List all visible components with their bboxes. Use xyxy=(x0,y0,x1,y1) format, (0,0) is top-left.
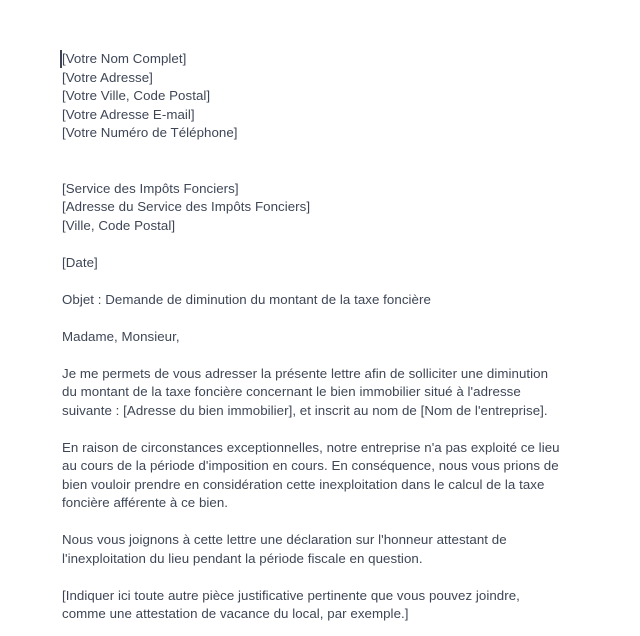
body-paragraph-1[interactable] xyxy=(62,365,580,421)
body-line[interactable]: au cours de la période d'imposition en cours. En conséquence, nous vous prions de xyxy=(62,458,559,473)
document-page[interactable] xyxy=(62,50,580,624)
body-line[interactable]: [Indiquer ici toute autre pièce justificative pertinente que vous pouvez joindre, xyxy=(62,587,520,603)
body-line[interactable]: En raison de circonstances exceptionnelles, notre entreprise n'a pas exploité ce lieu xyxy=(62,439,560,455)
recipient-line[interactable]: [Ville, Code Postal] xyxy=(62,217,176,233)
body-paragraph-3[interactable] xyxy=(62,531,580,568)
body-paragraph-2[interactable] xyxy=(62,439,580,513)
body-line[interactable]: comme une attestation de vacance du local, par exemple.] xyxy=(62,606,409,621)
sender-line[interactable]: [Votre Nom Complet] xyxy=(62,51,187,66)
body-line[interactable]: Je me permets de vous adresser la présente lettre afin de solliciter une diminution xyxy=(62,365,549,381)
recipient-line[interactable]: [Adresse du Service des Impôts Fonciers] xyxy=(62,199,311,214)
sender-line[interactable]: [Votre Adresse] xyxy=(62,69,153,85)
recipient-line[interactable]: [Service des Impôts Fonciers] xyxy=(62,180,239,196)
body-line[interactable]: du montant de la taxe foncière concernant le bien immobilier situé à l'adresse xyxy=(62,384,521,399)
sender-address-block[interactable] xyxy=(62,50,580,143)
body-line[interactable]: l'inexploitation du lieu pendant la période fiscale en question. xyxy=(62,550,423,566)
subject-line[interactable]: Objet : Demande de diminution du montant de la taxe foncière xyxy=(62,291,431,307)
date-line[interactable]: [Date] xyxy=(62,254,98,270)
sender-line[interactable]: [Votre Numéro de Téléphone] xyxy=(62,125,238,140)
sender-line[interactable]: [Votre Adresse E-mail] xyxy=(62,106,195,122)
body-line[interactable]: foncière afférente à ce bien. xyxy=(62,495,229,510)
salutation-line[interactable]: Madame, Monsieur, xyxy=(62,328,180,344)
body-line[interactable]: Nous vous joignons à cette lettre une déclaration sur l'honneur attestant de xyxy=(62,532,507,547)
body-line[interactable]: bien vouloir prendre en considération cette inexploitation dans le calcul de la taxe xyxy=(62,476,545,492)
sender-line[interactable]: [Votre Ville, Code Postal] xyxy=(62,88,211,103)
body-line[interactable]: suivante : [Adresse du bien immobilier], et inscrit au nom de [Nom de l'entreprise]. xyxy=(62,402,548,418)
recipient-address-block[interactable] xyxy=(62,180,580,236)
body-paragraph-4[interactable] xyxy=(62,587,580,624)
